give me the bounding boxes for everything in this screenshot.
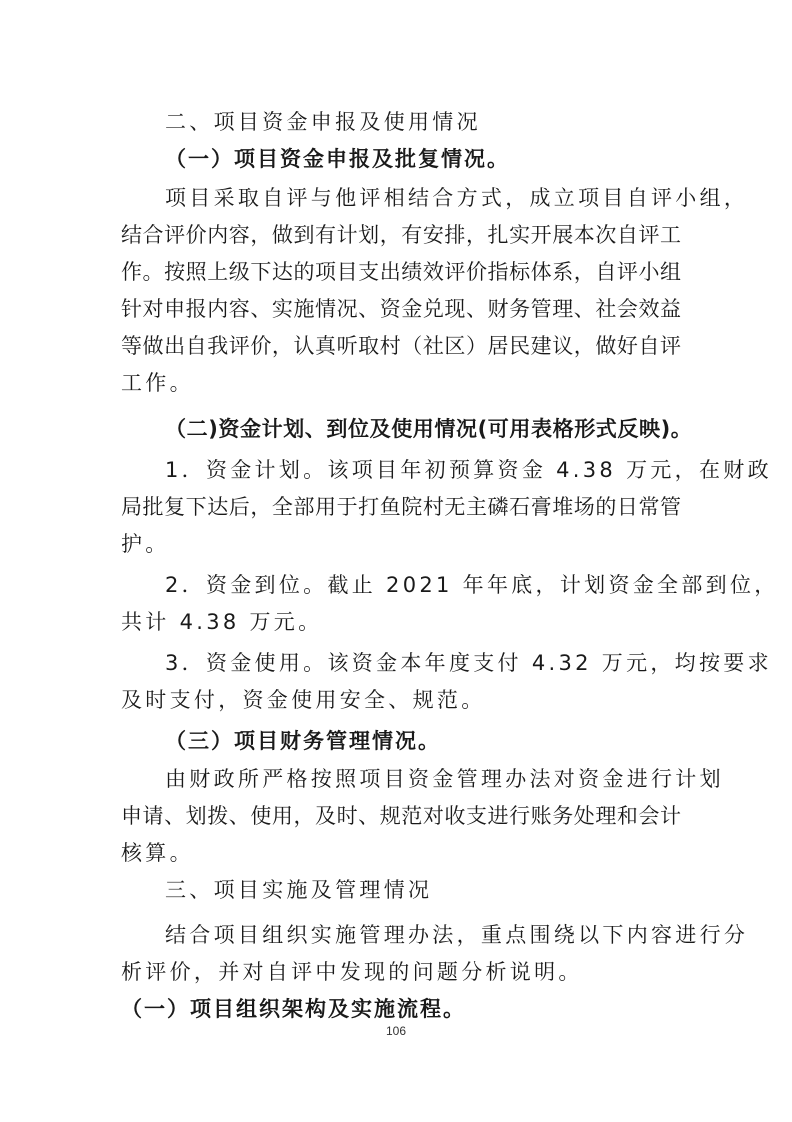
subsection-heading-2-2: （二)资金计划、到位及使用情况(可用表格形式反映)。 [165,417,693,441]
paragraph-line: 针对申报内容、实施情况、资金兑现、财务管理、社会效益 [121,297,681,321]
paragraph-line: 项目采取自评与他评相结合方式，成立项目自评小组， [165,186,749,210]
subsection-heading-3-1: （一）项目组织架构及实施流程。 [121,997,466,1021]
paragraph-line: 由财政所严格按照项目资金管理办法对资金进行计划 [165,767,724,791]
paragraph-line: 共计 4.38 万元。 [121,610,323,634]
paragraph-line: 2．资金到位。截止 2021 年年底，计划资金全部到位， [165,573,779,597]
paragraph-line: 局批复下达后，全部用于打鱼院村无主磷石膏堆场的日常管 [121,495,681,519]
paragraph-line: 3．资金使用。该资金本年度支付 4.32 万元，均按要求 [165,651,772,675]
section-heading-2: 二、项目资金申报及使用情况 [165,110,481,134]
paragraph-line: 及时支付，资金使用安全、规范。 [121,688,486,712]
paragraph-line: 作。按照上级下达的项目支出绩效评价指标体系，自评小组 [121,260,681,284]
paragraph-line: 1．资金计划。该项目年初预算资金 4.38 万元，在财政 [165,458,772,482]
subsection-heading-2-1: （一）项目资金申报及批复情况。 [165,147,510,171]
section-heading-3: 三、项目实施及管理情况 [165,878,433,902]
paragraph-line: 核算。 [121,841,194,865]
paragraph-line: 工作。 [121,371,194,395]
paragraph-line: 护。 [121,532,170,556]
page-number: 106 [385,1024,407,1038]
paragraph-line: 析评价，并对自评中发现的问题分析说明。 [121,960,583,984]
paragraph-line: 结合评价内容，做到有计划，有安排，扎实开展本次自评工 [121,223,681,247]
paragraph-line: 等做出自我评价，认真听取村（社区）居民建议，做好自评 [121,334,681,358]
paragraph-line: 申请、划拨、使用，及时、规范对收支进行账务处理和会计 [121,804,681,828]
paragraph-line: 结合项目组织实施管理办法，重点围绕以下内容进行分 [165,923,749,947]
subsection-heading-2-3: （三）项目财务管理情况。 [165,729,441,753]
